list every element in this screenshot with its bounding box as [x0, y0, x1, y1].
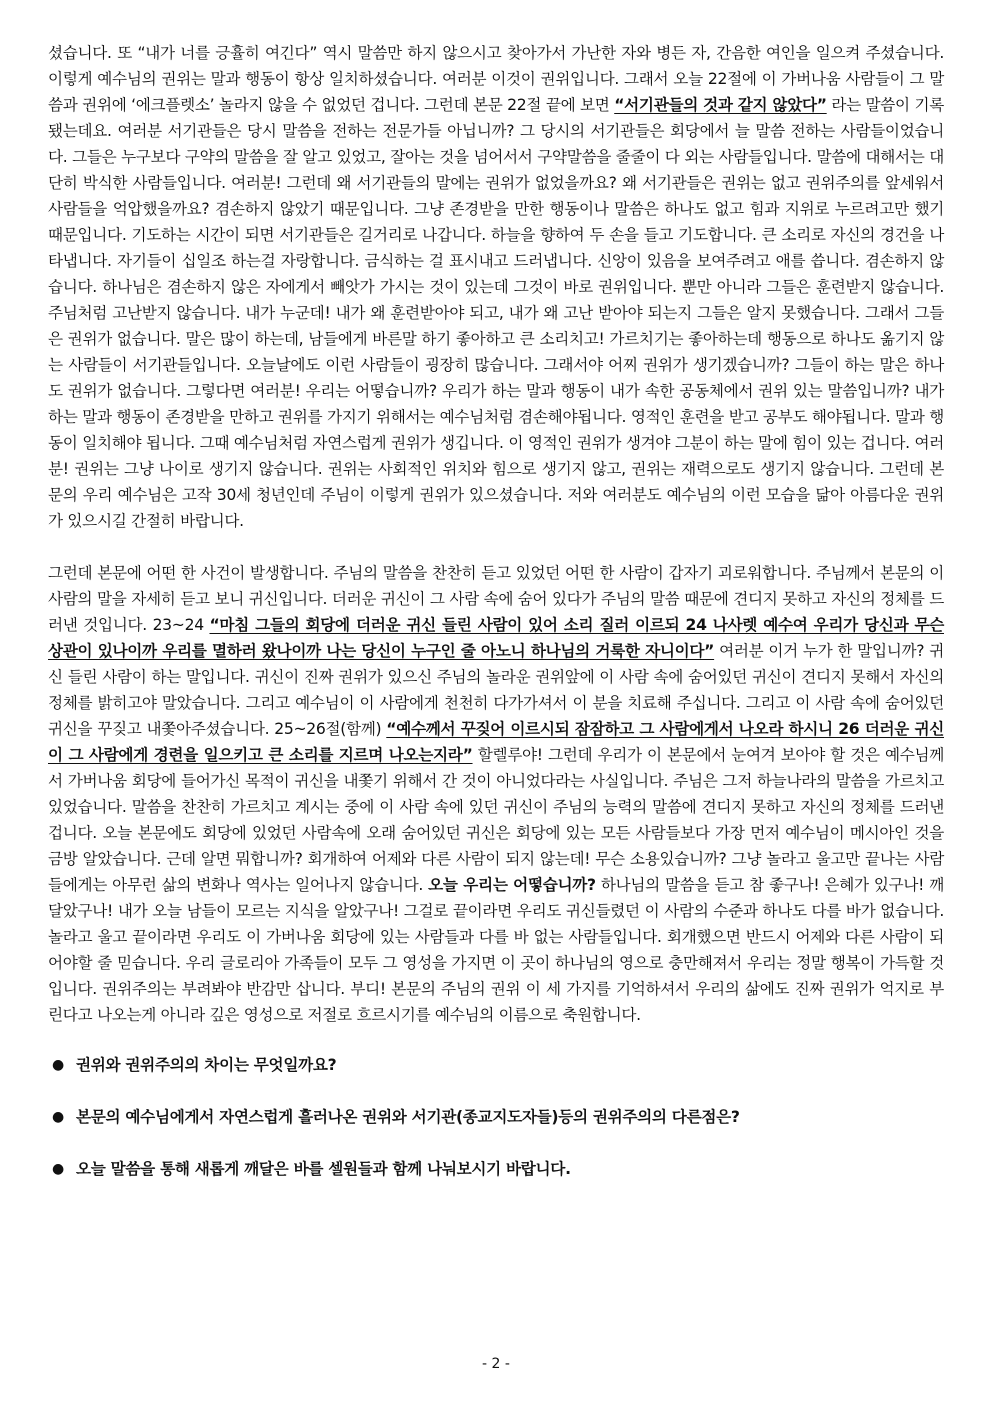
- question-text: 권위와 권위주의의 차이는 무엇일까요?: [76, 1056, 337, 1074]
- scripture-quote-verses-23-24: “마침 그들의 회당에 더러운 귀신 들린 사람이 있어 소리 질러 이르되 24 나사렛 예수여 우리가 당신과 무슨 상관이 있나이까 우리를 멸하러 왔나이까 나는 당신이 누구인 줄 아노니 하나님의 거룩한 자니이다”: [48, 616, 944, 660]
- sermon-paragraph-2: [48, 560, 944, 1028]
- paragraph-1-text-b: 라는 말씀이 기록됐는데요. 여러분 서기관들은 당시 말씀을 전하는 전문가들 아닙니까? 그 당시의 서기관들은 회당에서 늘 말씀 전하는 사람들이었습니다. 그들은 누구보다 구약의 말씀을 잘 알고 있었고, 잘아는 것을 넘어서서 구약말씀을 줄줄이 다 외는 사람들입니다. 말씀에 대해서는 대단히 박식한 사람들입니다. 여러분! 그런데 왜 서기관들의 말에는 권위가 없었을까요? 왜 서기관들은 권위는 없고 권위주의를 앞세워서 사람들을 억압했을까요? 겸손하지 않았기 때문입니다. 그냥 존경받을 만한 행동이나 말씀은 하나도 없고 힘과 지위로 누르려고만 했기 때문입니다. 기도하는 시간이 되면 서기관들은 길거리로 나갑니다. 하늘을 향하여 두 손을 들고 기도합니다. 큰 소리로 자신의 경건을 나타냅니다. 자기들이 십일조 하는걸 자랑합니다. 금식하는 걸 표시내고 드러냅니다. 신앙이 있음을 보여주려고 애를 씁니다. 겸손하지 않습니다. 하나님은 겸손하지 않은 자에게서 빼앗가 가시는 것이 있는데 그것이 바로 권위입니다. 뿐만 아니라 그들은 훈련받지 않습니다. 주님처럼 고난받지 않습니다. 내가 누군데! 내가 왜 훈련받아야 되고, 내가 왜 고난 받아야 되는지 그들은 알지 못했습니다. 그래서 그들은 권위가 없습니다. 말은 많이 하는데, 남들에게 바른말 하기 좋아하고 큰 소리치고! 가르치기는 좋아하는데 행동으로 하나도 옮기지 않는 사람들이 서기관들입니다. 오늘날에도 이런 사람들이 굉장히 많습니다. 그래서야 어찌 권위가 생기겠습니까? 그들이 하는 말은 하나도 권위가 없습니다. 그렇다면 여러분! 우리는 어떻습니까? 우리가 하는 말과 행동이 내가 속한 공동체에서 권위 있는 말씀입니까? 내가 하는 말과 행동이 존경받을 만하고 권위를 가지기 위해서는 예수님처럼 겸손해야됩니다. 영적인 훈련을 받고 공부도 해야됩니다. 말과 행동이 일치해야 됩니다. 그때 예수님처럼 자연스럽게 권위가 생깁니다. 이 영적인 권위가 생겨야 그분이 하는 말에 힘이 있는 겁니다. 여러분! 권위는 그냥 나이로 생기지 않습니다. 권위는 사회적인 위치와 힘으로 생기지 않고, 권위는 재력으로도 생기지 않습니다. 그런데 본문의 우리 예수님은 고작 30세 청년인데 주님이 이렇게 권위가 있으셨습니다. 저와 여러분도 예수님의 이런 모습을 닮아 아름다운 권위가 있으시길 간절히 바랍니다.: [48, 96, 944, 530]
- document-page: [48, 40, 944, 1182]
- question-text: 오늘 말씀을 통해 새롭게 깨달은 바를 셀원들과 함께 나눠보시기 바랍니다.: [76, 1160, 571, 1178]
- page-number: - 2 -: [482, 1356, 510, 1372]
- bullet-icon: ●: [52, 1161, 64, 1177]
- paragraph-2-text-b: 여러분 이거 누가 한 말입니까? 귀신 들린 사람이 하는 말입니다. 귀신이 진짜 권위가 있으신 주님의 놀라운 권위앞에 이 사람 속에 숨어있던 귀신이 견디지 못해서 자신의 정체를 밝히고야 말았습니다. 그리고 예수님이 이 사람에게 천천히 다가가셔서 이 분을 치료해 주십니다. 그리고 이 사람 속에 숨어있던 귀신을 꾸짖고 내쫓아주셨습니다. 25~26절(함께): [48, 642, 944, 738]
- emphasis-question: 오늘 우리는 어떻습니까?: [428, 876, 596, 894]
- bullet-icon: ●: [52, 1057, 64, 1073]
- paragraph-2-text-a: 그런데 본문에 어떤 한 사건이 발생합니다. 주님의 말씀을 찬찬히 듣고 있었던 어떤 한 사람이 갑자기 괴로워합니다. 주님께서 본문의 이 사람의 말을 자세히 듣고 보니 귀신입니다. 더러운 귀신이 그 사람 속에 숨어 있다가 주님의 말씀 때문에 견디지 못하고 자신의 정체를 드러낸 것입니다. 23~24: [48, 564, 944, 634]
- scripture-quote-scribes: “서기관들의 것과 같지 않았다”: [614, 96, 827, 114]
- question-item: [48, 1052, 944, 1078]
- question-text: 본문의 예수님에게서 자연스럽게 흘러나온 권위와 서기관(종교지도자들)등의 권위주의의 다른점은?: [76, 1108, 740, 1126]
- bullet-icon: ●: [52, 1109, 64, 1125]
- paragraph-2-text-d: 하나님의 말씀을 듣고 참 좋구나! 은혜가 있구나! 깨달았구나! 내가 오늘 남들이 모르는 지식을 알았구나! 그걸로 끝이라면 우리도 귀신들렸던 이 사람의 수준과 하나도 다를 바가 없습니다. 놀라고 울고 끝이라면 우리도 이 가버나움 회당에 있는 사람들과 다를 바 없는 사람들입니다. 회개했으면 반드시 어제와 다른 사람이 되어야할 줄 믿습니다. 우리 글로리아 가족들이 모두 그 영성을 가지면 이 곳이 하나님의 영으로 충만해져서 우리는 정말 행복이 가득할 것입니다. 권위주의는 부려봐야 반감만 삽니다. 부디! 본문의 주님의 권위 이 세 가지를 기억하셔서 우리의 삶에도 진짜 권위가 억지로 부린다고 나오는게 아니라 깊은 영성으로 저절로 흐르시기를 예수님의 이름으로 축원합니다.: [48, 876, 944, 1024]
- paragraph-1-text-a: 셨습니다. 또 “내가 너를 긍휼히 여긴다” 역시 말씀만 하지 않으시고 찾아가서 가난한 자와 병든 자, 간음한 여인을 일으켜 주셨습니다. 이렇게 예수님의 권위는 말과 행동이 항상 일치하셨습니다. 여러분 이것이 권위입니다. 그래서 오늘 22절에 이 가버나움 사람들이 그 말씀과 권위에 ‘에크플렛소’ 놀라지 않을 수 없었던 겁니다. 그런데 본문 22절 끝에 보면: [48, 44, 944, 114]
- scripture-quote-verses-25-26: “예수께서 꾸짖어 이르시되 잠잠하고 그 사람에게서 나오라 하시니 26 더러운 귀신이 그 사람에게 경련을 일으키고 큰 소리를 지르며 나오는지라”: [48, 720, 944, 764]
- sermon-paragraph-1: [48, 40, 944, 534]
- question-item: [48, 1104, 944, 1130]
- discussion-questions: [48, 1052, 944, 1182]
- paragraph-2-text-c: 할렐루야! 그런데 우리가 이 본문에서 눈여겨 보아야 할 것은 예수님께서 가버나움 회당에 들어가신 목적이 귀신을 내쫓기 위해서 간 것이 아니었다라는 사실입니다. 주님은 그저 하늘나라의 말씀을 가르치고 있었습니다. 말씀을 찬찬히 가르치고 계시는 중에 이 사람 속에 있던 귀신이 주님의 능력의 말씀에 견디지 못하고 자신의 정체를 드러낸 겁니다. 오늘 본문에도 회당에 있었던 사람속에 오래 숨어있던 귀신은 회당에 있는 모든 사람들보다 가장 먼저 예수님이 메시아인 것을 금방 알았습니다. 근데 알면 뭐합니까? 회개하여 어제와 다른 사람이 되지 않는데! 무슨 소용있습니까? 그냥 놀라고 울고만 끝나는 사람들에게는 아무런 삶의 변화나 역사는 일어나지 않습니다.: [48, 746, 944, 894]
- question-item: [48, 1156, 944, 1182]
